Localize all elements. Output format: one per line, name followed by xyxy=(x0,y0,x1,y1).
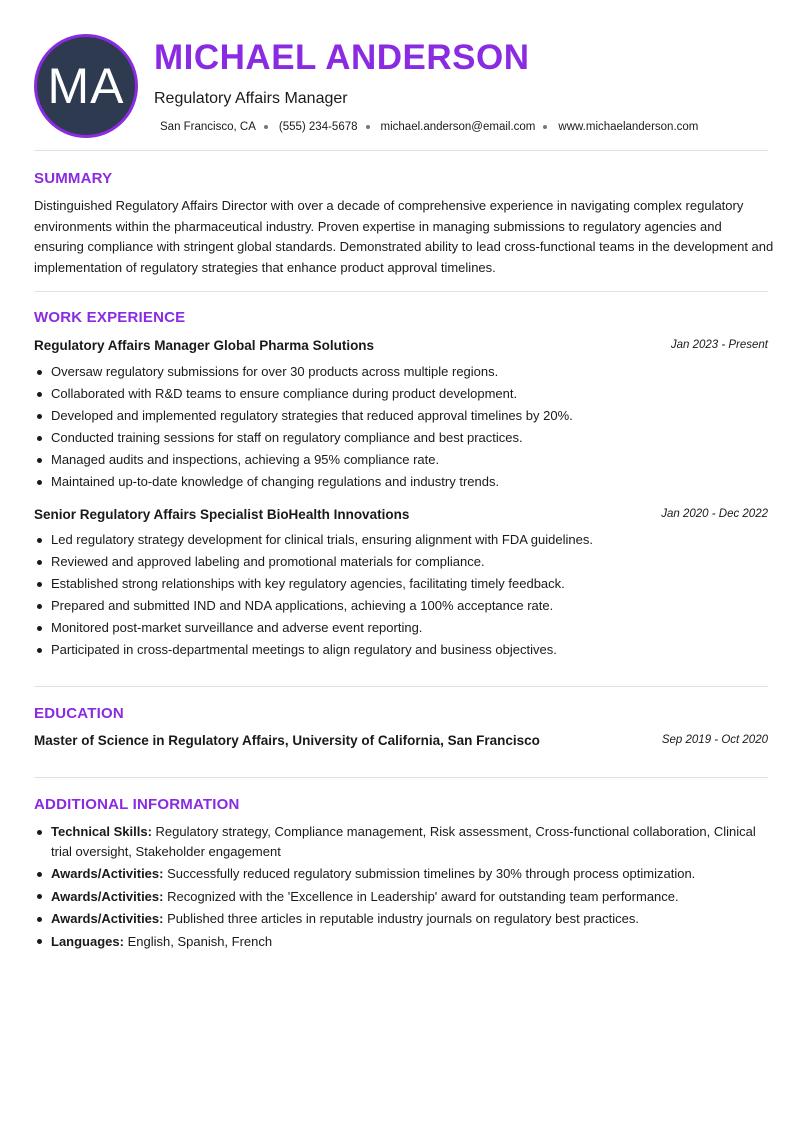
contact-bar xyxy=(160,121,698,133)
job-bullets xyxy=(34,361,573,493)
list-item: Led regulatory strategy development for clinical trials, ensuring alignment with FDA guidelines. xyxy=(34,529,593,551)
contact-email[interactable]: michael.anderson@email.com xyxy=(380,121,536,133)
list-item xyxy=(34,822,774,861)
candidate-name: MICHAEL ANDERSON xyxy=(154,38,530,77)
education-heading: EDUCATION xyxy=(34,705,124,722)
list-item: Participated in cross-departmental meetings to align regulatory and business objectives. xyxy=(34,639,593,661)
section-divider xyxy=(34,777,768,778)
summary-text: Distinguished Regulatory Affairs Director with over a decade of comprehensive experience in navigating complex regulatory environments within the pharmaceutical industry. Proven expertise in managing submissions to regulatory agencies and ensuring compliance with stringent global standards. Demonstrated ability to lead cross-functional teams in the development and implementation of regulatory strategies that enhance product approval timelines. xyxy=(34,198,774,275)
resume-header xyxy=(34,34,768,138)
item-label: Awards/Activities: xyxy=(51,888,164,904)
job-dates: Jan 2023 - Present xyxy=(670,339,768,351)
job-role: Senior Regulatory Affairs Specialist BioHealth Innovations xyxy=(34,507,410,522)
list-item xyxy=(34,909,774,929)
list-item: Oversaw regulatory submissions for over 30 products across multiple regions. xyxy=(34,361,573,383)
avatar: MA xyxy=(34,34,138,138)
list-item xyxy=(34,932,774,952)
item-label: Awards/Activities: xyxy=(51,866,164,881)
list-item xyxy=(34,864,774,884)
education-entry xyxy=(34,733,768,751)
job-title: Regulatory Affairs Manager xyxy=(154,90,348,107)
list-item: Reviewed and approved labeling and promotional materials for compliance. xyxy=(34,551,593,573)
item-label: Technical Skills: xyxy=(51,824,152,839)
additional-info-list xyxy=(34,822,774,954)
job-header xyxy=(34,507,768,525)
section-divider xyxy=(34,686,768,687)
list-item: Prepared and submitted IND and NDA applications, achieving a 100% acceptance rate. xyxy=(34,595,593,617)
contact-website[interactable]: www.michaelanderson.com xyxy=(558,121,699,133)
item-text: Regulatory strategy, Compliance management, Risk assessment, Cross-functional collaboration, Clinical trial oversight, Stakeholder engagement xyxy=(51,824,756,859)
item-label: Awards/Activities: xyxy=(51,911,164,926)
list-item: Managed audits and inspections, achieving a 95% compliance rate. xyxy=(34,449,573,471)
section-divider xyxy=(34,291,768,292)
list-item: Conducted training sessions for staff on regulatory compliance and best practices. xyxy=(34,427,573,449)
summary-heading: SUMMARY xyxy=(34,170,113,187)
item-text: Published three articles in reputable industry journals on regulatory best practices. xyxy=(167,911,639,926)
item-text: Successfully reduced regulatory submission timelines by 30% through process optimization. xyxy=(167,866,696,881)
job-bullets xyxy=(34,529,593,661)
item-label: Languages: xyxy=(51,933,124,949)
section-divider xyxy=(34,150,768,151)
list-item xyxy=(34,887,774,907)
work-experience-heading: WORK EXPERIENCE xyxy=(34,309,186,326)
job-header xyxy=(34,338,768,356)
job-role: Regulatory Affairs Manager Global Pharma Solutions xyxy=(34,338,375,353)
item-text: English, Spanish, French xyxy=(127,933,273,949)
list-item: Developed and implemented regulatory strategies that reduced approval timelines by 20%. xyxy=(34,405,573,427)
dot-separator-icon xyxy=(264,125,268,129)
dot-separator-icon xyxy=(543,125,547,129)
list-item: Established strong relationships with key regulatory agencies, facilitating timely feedback. xyxy=(34,573,593,595)
contact-phone: (555) 234-5678 xyxy=(278,121,358,133)
job-dates: Jan 2020 - Dec 2022 xyxy=(661,508,768,520)
education-dates: Sep 2019 - Oct 2020 xyxy=(661,734,768,746)
contact-location: San Francisco, CA xyxy=(160,121,256,133)
degree: Master of Science in Regulatory Affairs, University of California, San Francisco xyxy=(34,733,540,748)
dot-separator-icon xyxy=(366,125,370,129)
list-item: Maintained up-to-date knowledge of changing regulations and industry trends. xyxy=(34,471,573,493)
list-item: Collaborated with R&D teams to ensure compliance during product development. xyxy=(34,383,573,405)
list-item: Monitored post-market surveillance and adverse event reporting. xyxy=(34,617,593,639)
item-text: Recognized with the 'Excellence in Leadership' award for outstanding team performance. xyxy=(167,888,679,904)
additional-info-heading: ADDITIONAL INFORMATION xyxy=(34,796,240,813)
